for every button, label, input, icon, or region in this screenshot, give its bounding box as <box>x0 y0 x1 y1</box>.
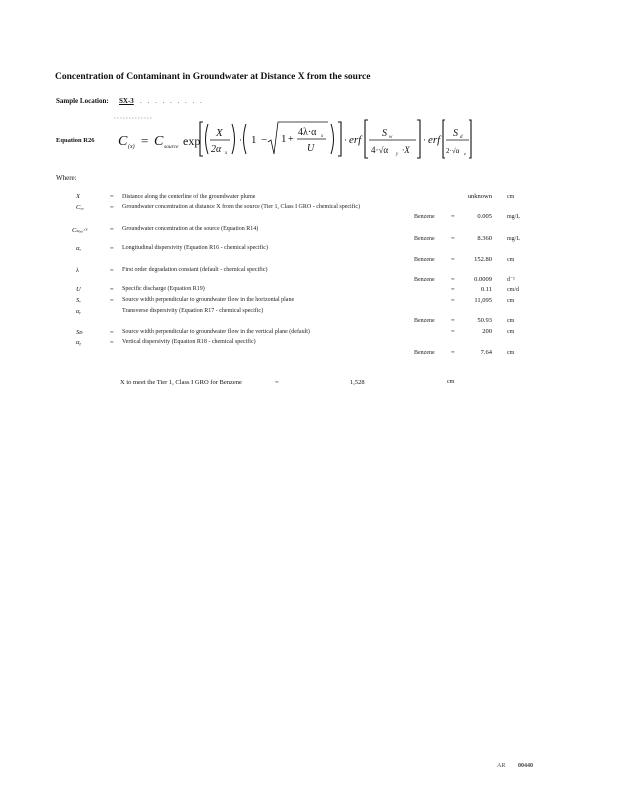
svg-text:x: x <box>321 134 324 139</box>
variable-description: Source width perpendicular to groundwater flow in the vertical plane (default) <box>122 329 310 335</box>
svg-text:·: · <box>344 135 347 145</box>
variable-unit: cm <box>507 318 515 324</box>
svg-text:w: w <box>389 135 393 140</box>
variable-symbol: αᵪ <box>76 339 82 346</box>
result-unit: cm <box>447 379 455 385</box>
svg-text:−: − <box>261 134 268 146</box>
variable-description: Source width perpendicular to groundwater flow in the horizontal plane <box>122 297 295 303</box>
svg-text:source: source <box>164 144 179 150</box>
svg-text:C: C <box>118 134 128 149</box>
svg-text:S: S <box>382 128 387 139</box>
svg-text:2·√α: 2·√α <box>446 147 460 155</box>
variable-symbol: αₓ <box>76 245 82 252</box>
variable-chemical: Benzene <box>414 277 435 283</box>
svg-text:(x): (x) <box>128 144 135 150</box>
variable-symbol: Cₛₒᵤᵣᶜᵉ <box>72 227 88 234</box>
svg-text:1: 1 <box>281 133 287 145</box>
equation-label: Equation R26 <box>56 137 95 144</box>
variable-value: 50.93 <box>477 317 492 324</box>
variable-symbol: U <box>76 286 81 293</box>
variable-description: First order degradation constant (default - chemical specific) <box>122 267 268 273</box>
variable-unit: cm <box>507 194 515 200</box>
sample-location-value: SX-3 <box>119 97 134 105</box>
variable-equals: = <box>110 226 114 233</box>
svg-text:X: X <box>216 127 223 139</box>
svg-text:U: U <box>307 143 315 154</box>
variable-unit: cm <box>507 329 515 335</box>
variable-description: Specific discharge (Equation R19) <box>122 286 205 292</box>
variable-value: 8.360 <box>477 235 492 242</box>
where-label: Where: <box>56 174 77 182</box>
svg-text:erf: erf <box>349 134 362 146</box>
variable-equals: = <box>110 297 114 304</box>
footer-stamp-number: 00440 <box>518 763 533 769</box>
variable-description: Transverse dispersivity (Equation R17 - chemical specific) <box>122 308 264 314</box>
variable-value: 0.005 <box>477 213 492 220</box>
svg-text:y: y <box>396 152 399 157</box>
variable-description: Groundwater concentration at the source (Equation R14) <box>122 226 259 232</box>
variable-chemical: Benzene <box>414 214 435 220</box>
variable-chem-equals: = <box>451 328 455 335</box>
variable-equals: = <box>110 193 114 200</box>
variable-chem-equals: = <box>451 276 455 283</box>
variable-equals: = <box>110 204 114 211</box>
svg-text:d: d <box>460 135 463 140</box>
variable-symbol: λ <box>76 267 79 274</box>
variable-chem-equals: = <box>451 213 455 220</box>
variable-chem-equals: = <box>451 235 455 242</box>
svg-text:·X: ·X <box>402 145 410 155</box>
variable-description: Distance along the centerline of the groundwater plume <box>122 194 256 200</box>
variable-equals: = <box>110 339 114 346</box>
variable-symbol: Sᴅ <box>76 329 83 336</box>
variable-symbol: X <box>76 193 80 200</box>
variable-chemical: Benzene <box>414 350 435 356</box>
result-value: 1,528 <box>350 379 365 386</box>
variable-chem-equals: = <box>451 297 455 304</box>
svg-text:S: S <box>453 128 458 139</box>
variable-symbol: Sᵥ <box>76 297 82 304</box>
svg-text:erf: erf <box>428 134 441 146</box>
svg-text:x: x <box>225 151 228 156</box>
variable-value: 200 <box>482 328 492 335</box>
variable-description: Groundwater concentration at distance X from the source (Tier 1, Class I GRO - chemical specific) <box>122 204 361 210</box>
variable-value: 152.80 <box>474 256 492 263</box>
svg-text:4·√α: 4·√α <box>371 145 389 155</box>
svg-text:2α: 2α <box>211 144 222 155</box>
variable-chem-equals: = <box>451 256 455 263</box>
sample-location-underline: . . . . . . . . . <box>140 97 204 105</box>
result-equals: = <box>275 379 279 386</box>
variable-value: 0.11 <box>480 286 492 293</box>
svg-text:=: = <box>141 133 149 148</box>
variable-chem-equals: = <box>451 317 455 324</box>
variable-chemical: Benzene <box>414 257 435 263</box>
variable-chem-equals: = <box>451 286 455 293</box>
svg-text:C: C <box>154 134 164 149</box>
svg-text:z: z <box>464 151 466 156</box>
variable-unit: cm <box>507 257 515 263</box>
variable-unit: cm <box>507 350 515 356</box>
variable-chemical: Benzene <box>414 236 435 242</box>
variable-value: 7.64 <box>480 349 492 356</box>
variable-value: unknown <box>467 193 492 200</box>
variable-equals: = <box>110 329 114 336</box>
svg-text:+: + <box>288 134 294 145</box>
result-description: X to meet the Tier 1, Class I GRO for Benzene <box>120 379 242 386</box>
equation-formula-figure <box>112 114 472 162</box>
svg-text:·: · <box>239 135 242 145</box>
variable-unit: mg/L <box>507 214 520 220</box>
variable-description: Longitudinal dispersivity (Equation R16 - chemical specific) <box>122 245 268 251</box>
variable-symbol: Cₓₓ <box>76 204 85 211</box>
footer-stamp-prefix: AR <box>497 763 506 769</box>
variable-description: Vertical dispersivity (Equation R18 - chemical specific) <box>122 339 256 345</box>
svg-text:1: 1 <box>251 134 257 146</box>
sample-location-label: Sample Location: <box>56 97 109 105</box>
variable-unit: d⁻¹ <box>507 277 515 283</box>
variable-symbol: αᵧ <box>76 308 81 315</box>
page-title: Concentration of Contaminant in Groundwater at Distance X from the source <box>55 72 371 82</box>
svg-text:·: · <box>423 135 426 145</box>
variable-chem-equals: = <box>451 349 455 356</box>
variable-chemical: Benzene <box>414 318 435 324</box>
svg-text:exp: exp <box>183 134 201 148</box>
variable-unit: cm <box>507 298 515 304</box>
variable-equals: = <box>110 245 114 252</box>
variable-value: 0.0009 <box>474 276 492 283</box>
variable-equals: = <box>110 267 114 274</box>
variable-value: 11,095 <box>474 297 492 304</box>
variable-equals: = <box>110 286 114 293</box>
variable-unit: mg/L <box>507 236 520 242</box>
svg-text:4λ·α: 4λ·α <box>298 127 317 138</box>
variable-unit: cm/d <box>507 287 519 293</box>
